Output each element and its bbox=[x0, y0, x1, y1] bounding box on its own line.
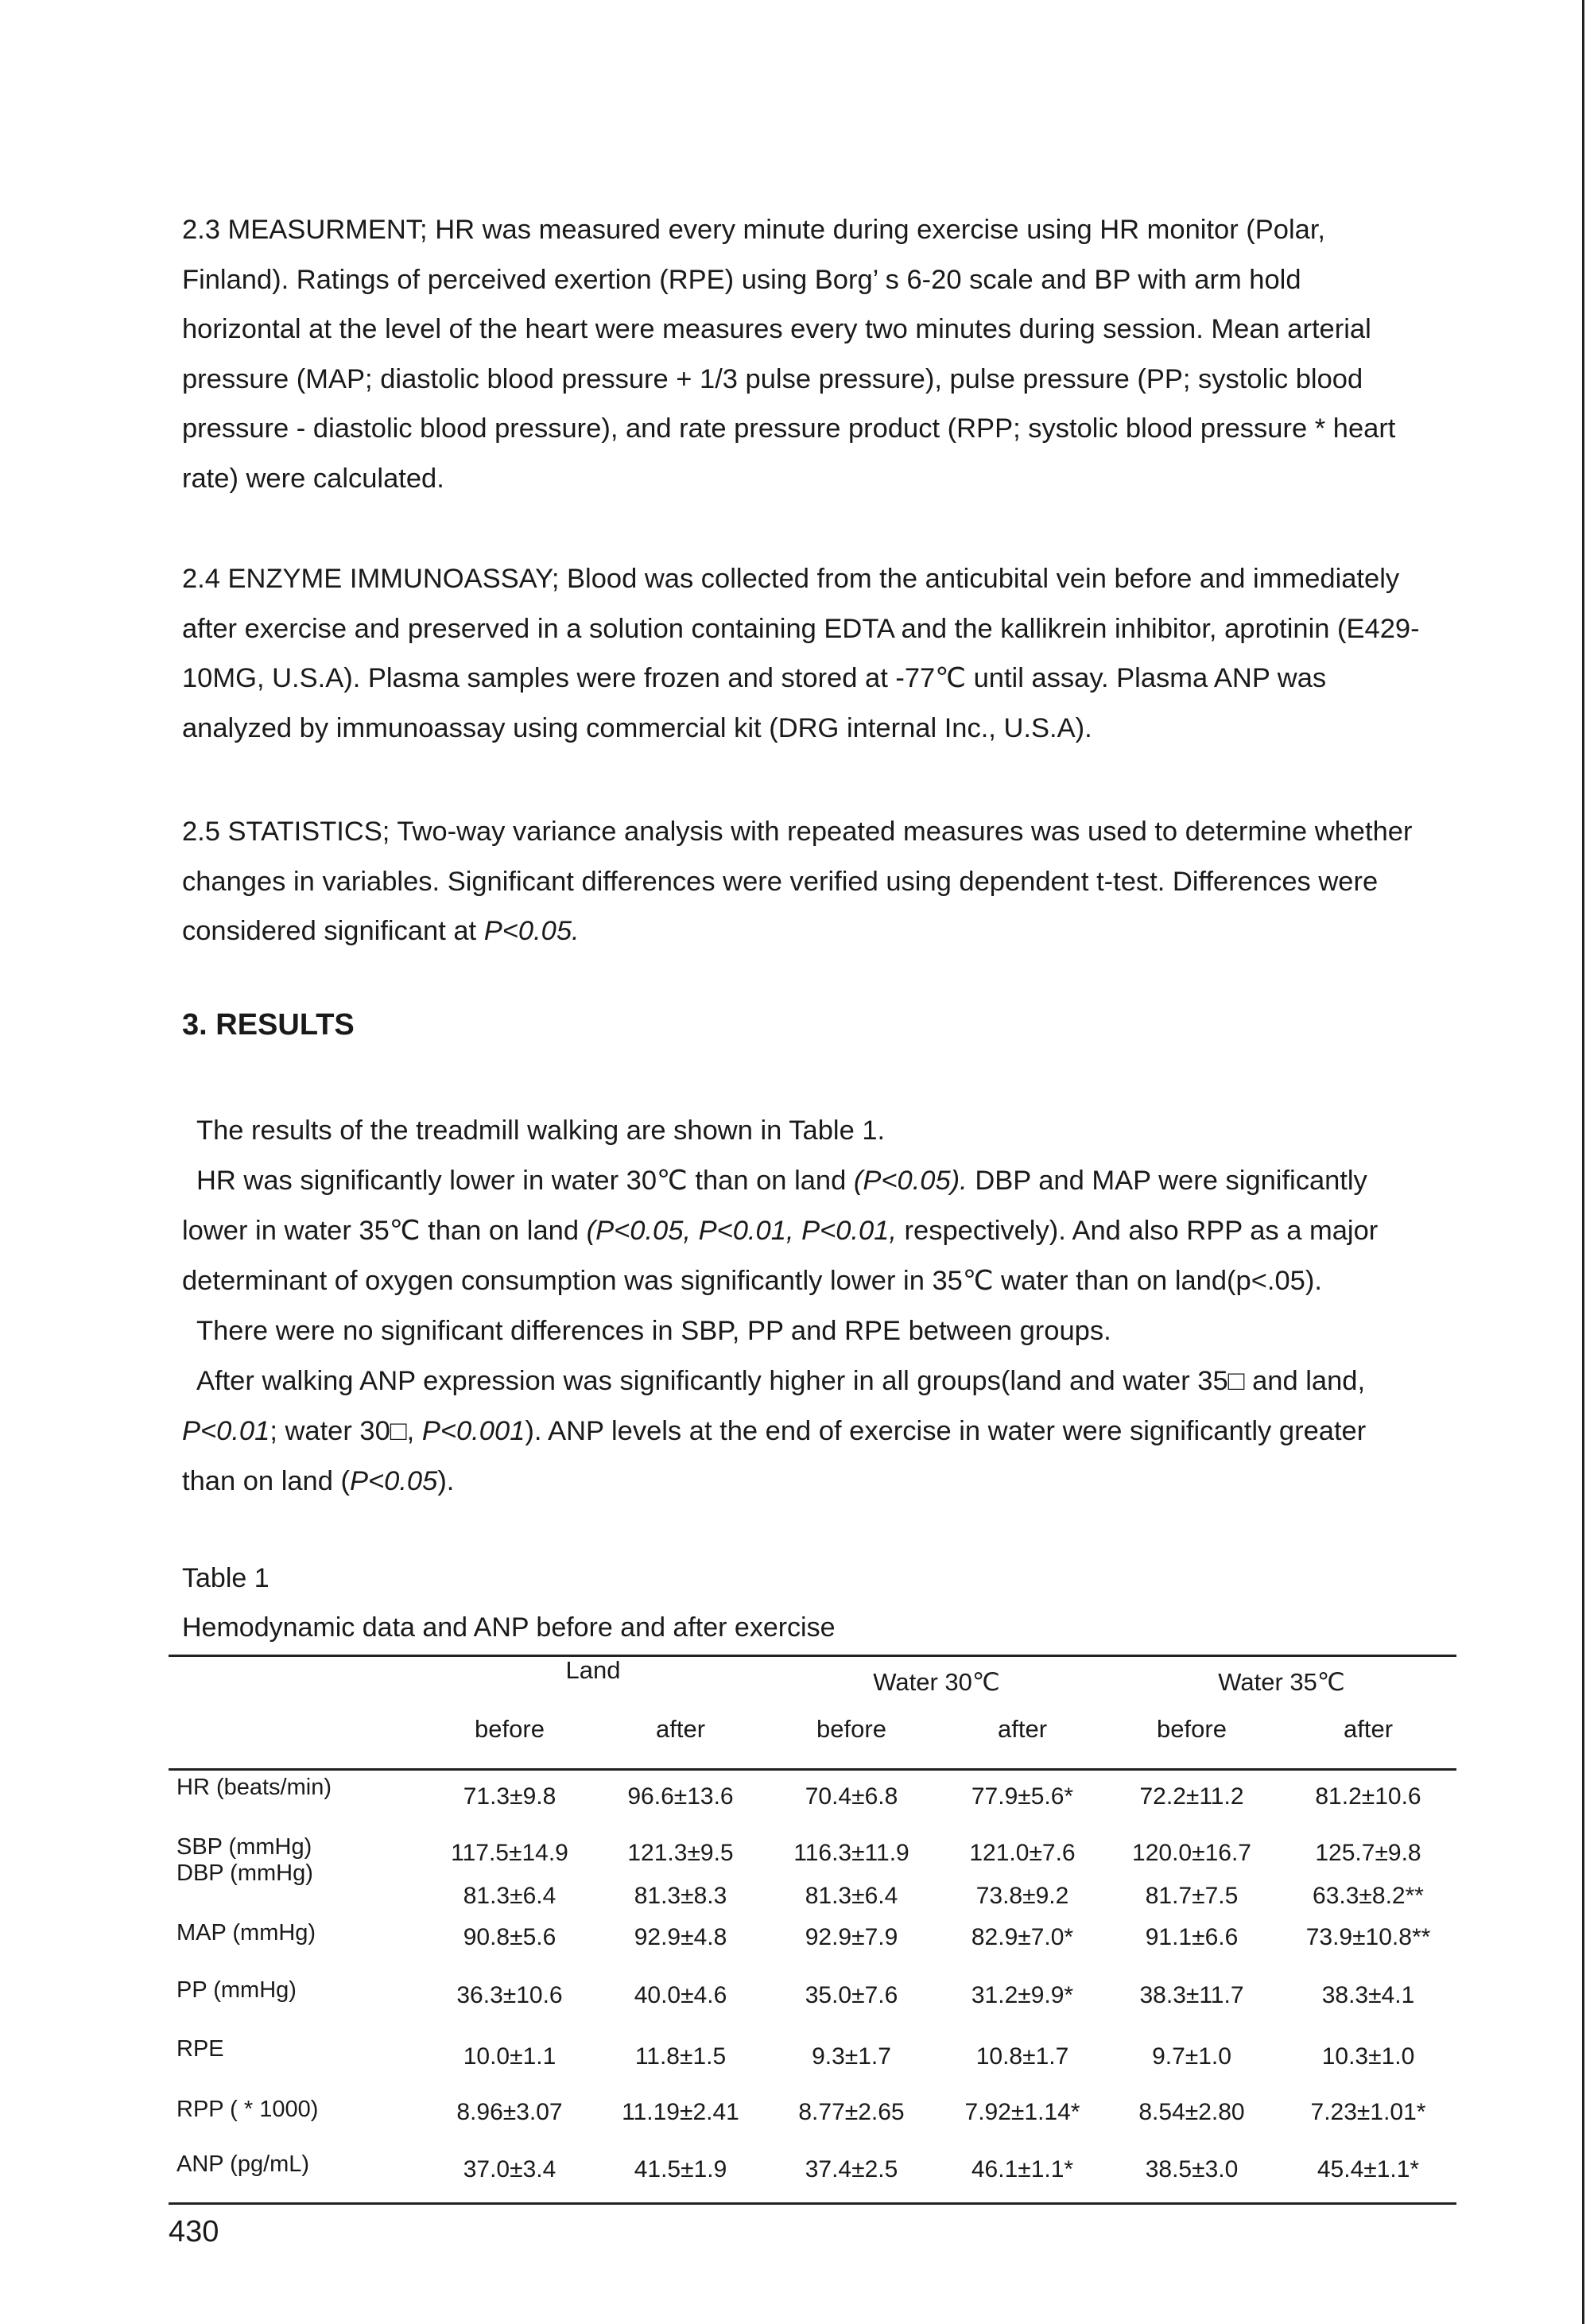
table-cell: 36.3±10.6 bbox=[456, 1982, 563, 2008]
text-line: pressure (MAP; diastolic blood pressure + 1/3 pulse pressure), pulse pressure (PP; systolic blood bbox=[182, 363, 1363, 394]
table-cell: 91.1±6.6 bbox=[1145, 1924, 1239, 1950]
results-line: lower in water 35℃ than on land (P<0.05, P<0.01, P<0.01, respectively). And also RPP as a major bbox=[182, 1216, 1379, 1246]
text-line: 2.3 MEASURMENT; HR was measured every minute during exercise using HR monitor (Polar, bbox=[182, 215, 1326, 245]
table-cell: 81.7±7.5 bbox=[1145, 1883, 1239, 1909]
results-heading: 3. RESULTS bbox=[182, 1008, 355, 1042]
table-cell: 117.5±14.9 bbox=[451, 1840, 568, 1866]
table-cell: 120.0±16.7 bbox=[1132, 1840, 1251, 1866]
table-cell: 38.3±11.7 bbox=[1139, 1982, 1244, 2008]
table-cell: 121.3±9.5 bbox=[627, 1840, 734, 1866]
table-cell: 72.2±11.2 bbox=[1139, 1783, 1244, 1810]
row-label: RPP ( * 1000) bbox=[176, 2097, 319, 2122]
table-cell: 8.77±2.65 bbox=[798, 2099, 905, 2125]
column-subheader: before bbox=[816, 1715, 886, 1743]
results-line: HR was significantly lower in water 30℃ than on land (P<0.05). DBP and MAP were significantly bbox=[196, 1166, 1367, 1196]
table-cell: 40.0±4.6 bbox=[634, 1982, 727, 2008]
text-line: pressure - diastolic blood pressure), and rate pressure product (RPP; systolic blood pressure * heart bbox=[182, 413, 1396, 444]
table-cell: 92.9±7.9 bbox=[805, 1924, 898, 1950]
column-subheader: after bbox=[997, 1715, 1048, 1743]
table-cell: 10.0±1.1 bbox=[463, 2043, 556, 2070]
column-subheader: before bbox=[1157, 1715, 1227, 1743]
table-cell: 71.3±9.8 bbox=[463, 1783, 556, 1810]
table-label: Table 1 bbox=[182, 1563, 270, 1593]
text-line bbox=[182, 906, 1448, 956]
table-cell: 125.7±9.8 bbox=[1315, 1840, 1421, 1866]
table-cell: 77.9±5.6* bbox=[971, 1783, 1074, 1810]
table-cell: 31.2±9.9* bbox=[971, 1982, 1074, 2008]
row-label: DBP (mmHg) bbox=[176, 1860, 313, 1886]
results-line: The results of the treadmill walking are shown in Table 1. bbox=[196, 1115, 886, 1146]
results-line: After walking ANP expression was significantly higher in all groups(land and water 35□ and land, bbox=[196, 1366, 1366, 1396]
table-cell: 82.9±7.0* bbox=[971, 1924, 1074, 1950]
text-line: 2.5 STATISTICS; Two-way variance analysis with repeated measures was used to determine whether bbox=[182, 817, 1413, 847]
row-label: ANP (pg/mL) bbox=[176, 2151, 310, 2177]
table-cell: 7.23±1.01* bbox=[1310, 2099, 1426, 2125]
text-line: horizontal at the level of the heart were measures every two minutes during session. Mean arterial bbox=[182, 314, 1371, 344]
table-top-rule bbox=[169, 1655, 1456, 1657]
row-label: HR (beats/min) bbox=[176, 1775, 332, 1800]
text-line: 10MG, U.S.A). Plasma samples were frozen and stored at -77℃ until assay. Plasma ANP was bbox=[182, 663, 1327, 693]
table-cell: 96.6±13.6 bbox=[627, 1783, 734, 1810]
table-cell: 9.7±1.0 bbox=[1152, 2043, 1231, 2070]
table-cell: 90.8±5.6 bbox=[463, 1924, 556, 1950]
table-cell: 81.3±8.3 bbox=[634, 1883, 727, 1909]
table-cell: 7.92±1.14* bbox=[964, 2099, 1080, 2125]
group-header-land: Land bbox=[565, 1656, 621, 1684]
p-value: P<0.05. bbox=[483, 916, 580, 946]
table-cell: 11.19±2.41 bbox=[622, 2099, 739, 2125]
table-cell: 8.54±2.80 bbox=[1138, 2099, 1245, 2125]
page-edge-line bbox=[1582, 0, 1584, 2324]
text-line: after exercise and preserved in a solution containing EDTA and the kallikrein inhibitor, aprotinin (E429- bbox=[182, 613, 1420, 644]
row-label: SBP (mmHg) bbox=[176, 1834, 312, 1860]
table-cell: 9.3±1.7 bbox=[812, 2043, 891, 2070]
table-title: Hemodynamic data and ANP before and after exercise bbox=[182, 1612, 836, 1643]
table-cell: 38.5±3.0 bbox=[1145, 2156, 1239, 2182]
group-header-water35: Water 35℃ bbox=[1218, 1668, 1345, 1696]
results-line: There were no significant differences in SBP, PP and RPE between groups. bbox=[196, 1316, 1111, 1346]
text-line: changes in variables. Significant differences were verified using dependent t-test. Differences were bbox=[182, 866, 1379, 897]
table-cell: 73.9±10.8** bbox=[1305, 1924, 1431, 1950]
table-cell: 81.3±6.4 bbox=[805, 1883, 898, 1909]
column-subheader: after bbox=[655, 1715, 706, 1743]
table-cell: 121.0±7.6 bbox=[969, 1840, 1076, 1866]
text-line: Finland). Ratings of perceived exertion (RPE) using Borg’ s 6-20 scale and BP with arm hold bbox=[182, 264, 1301, 295]
table-cell: 37.4±2.5 bbox=[805, 2156, 898, 2182]
column-subheader: before bbox=[475, 1715, 545, 1743]
section-2-3 bbox=[182, 205, 1448, 503]
results-line: determinant of oxygen consumption was significantly lower in 35℃ water than on land(p<.05). bbox=[182, 1266, 1322, 1296]
section-2-5 bbox=[182, 807, 1448, 956]
page-number: 430 bbox=[169, 2215, 219, 2248]
text-segment: considered significant at bbox=[182, 916, 484, 946]
text-line: analyzed by immunoassay using commercial kit (DRG internal Inc., U.S.A). bbox=[182, 712, 1092, 743]
table-cell: 116.3±11.9 bbox=[793, 1840, 909, 1866]
table-bottom-rule bbox=[169, 2202, 1456, 2205]
table-cell: 46.1±1.1* bbox=[971, 2156, 1074, 2182]
section-2-4 bbox=[182, 554, 1448, 753]
table-cell: 70.4±6.8 bbox=[805, 1783, 898, 1810]
table-cell: 35.0±7.6 bbox=[805, 1982, 898, 2008]
table-cell: 81.3±6.4 bbox=[463, 1883, 556, 1909]
table-cell: 92.9±4.8 bbox=[634, 1924, 727, 1950]
text-line: 2.4 ENZYME IMMUNOASSAY; Blood was collected from the anticubital vein before and immediately bbox=[182, 564, 1400, 594]
table-cell: 81.2±10.6 bbox=[1315, 1783, 1421, 1810]
table-cell: 8.96±3.07 bbox=[456, 2099, 563, 2125]
row-label: PP (mmHg) bbox=[176, 1977, 297, 2003]
table-cell: 38.3±4.1 bbox=[1321, 1982, 1415, 2008]
column-subheader: after bbox=[1343, 1715, 1394, 1743]
table-cell: 45.4±1.1* bbox=[1317, 2156, 1420, 2182]
table-cell: 10.8±1.7 bbox=[975, 2043, 1069, 2070]
table-header-rule bbox=[169, 1768, 1456, 1771]
text-line: rate) were calculated. bbox=[182, 463, 444, 494]
row-label: MAP (mmHg) bbox=[176, 1920, 316, 1946]
table-cell: 10.3±1.0 bbox=[1321, 2043, 1415, 2070]
table-cell: 37.0±3.4 bbox=[463, 2156, 556, 2182]
table-cell: 63.3±8.2** bbox=[1313, 1883, 1424, 1909]
table-cell: 11.8±1.5 bbox=[634, 2043, 727, 2070]
table-cell: 73.8±9.2 bbox=[975, 1883, 1069, 1909]
results-line: P<0.01; water 30□, P<0.001). ANP levels at the end of exercise in water were significantly greater bbox=[182, 1416, 1367, 1446]
group-header-water30: Water 30℃ bbox=[873, 1668, 1000, 1696]
row-label: RPE bbox=[176, 2036, 224, 2062]
table-cell: 41.5±1.9 bbox=[634, 2156, 727, 2182]
results-line: than on land (P<0.05). bbox=[182, 1466, 455, 1496]
